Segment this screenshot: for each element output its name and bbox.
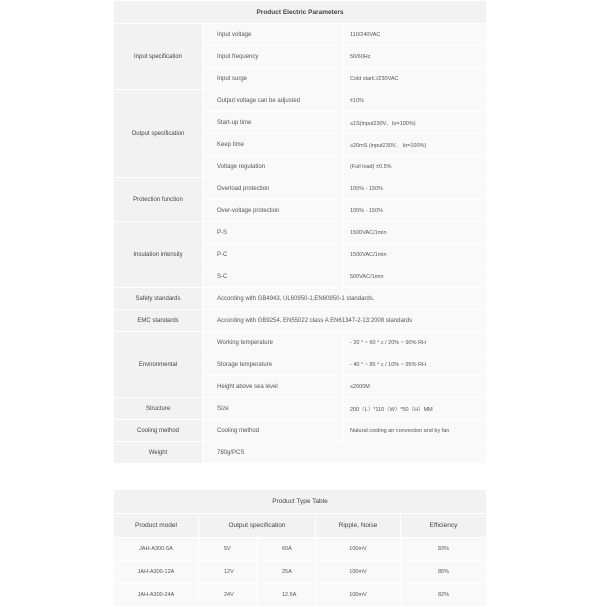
param-name: Over-voltage protection <box>203 200 344 222</box>
param-name: Input voltage <box>203 24 344 46</box>
cell-ripple: 100mV <box>316 584 401 607</box>
table-row <box>114 561 487 584</box>
param-value: ±10% <box>344 90 487 112</box>
header-efficiency: Efficiency <box>401 514 487 538</box>
param-name: S-C <box>203 266 344 288</box>
category-safety: Safety standards <box>114 288 203 310</box>
param-name: Overload protection <box>203 178 344 200</box>
cell-current: 25A <box>257 561 316 584</box>
param-name: Input frequency <box>203 46 344 68</box>
param-name: Storage temperature <box>203 354 344 376</box>
cell-current: 12.5A <box>257 584 316 607</box>
param-value: 110/240VAC <box>344 24 487 46</box>
params-table-title: Product Electric Parameters <box>114 1 487 24</box>
param-value: 500VAC/1min <box>344 266 487 288</box>
cell-voltage: 24V <box>199 584 257 607</box>
category-protection: Protection function <box>114 178 203 222</box>
cell-efficiency: 82% <box>401 584 487 607</box>
param-name: Voltage regulation <box>203 156 344 178</box>
param-value: ≤1S(input230V。Io=100%) <box>344 112 487 134</box>
param-name: Size <box>203 398 344 420</box>
cell-efficiency: 85% <box>401 561 487 584</box>
param-name: P-S <box>203 222 344 244</box>
header-product-model: Product model <box>114 514 199 538</box>
category-output-spec: Output specification <box>114 90 203 178</box>
param-name: Input surge <box>203 68 344 90</box>
safety-value: According with GB4943, UL60950-1,EN60950-1 standards. <box>203 288 487 310</box>
header-output-spec: Output specification <box>199 514 316 538</box>
category-insulation: Insulation intensity <box>114 222 203 288</box>
cell-model: JAH-A300-5A <box>114 538 199 561</box>
category-input-spec: Input specification <box>114 24 203 90</box>
category-weight: Weight <box>114 442 203 464</box>
cell-voltage: 12V <box>199 561 257 584</box>
table-row <box>114 538 487 561</box>
param-name: Height above sea level <box>203 376 344 398</box>
category-emc: EMC standards <box>114 310 203 332</box>
param-name: Working temperature <box>203 332 344 354</box>
cell-efficiency: 83% <box>401 538 487 561</box>
product-type-table <box>113 489 487 607</box>
category-environmental: Environmental <box>114 332 203 398</box>
param-value: 1500VAC/1min <box>344 244 487 266</box>
param-value: ≤2000M <box>344 376 487 398</box>
param-value: Natural cooling air convection and by fan <box>344 420 487 442</box>
param-name: P-C <box>203 244 344 266</box>
cell-model: JAH-A300-12A <box>114 561 199 584</box>
header-ripple-noise: Ripple, Noise <box>316 514 401 538</box>
emc-value: According with GB9254, EN55022 class A EN61347-2-13:2008 standards <box>203 310 487 332</box>
cell-model: JAH-A300-24A <box>114 584 199 607</box>
category-cooling: Cooling method <box>114 420 203 442</box>
cell-ripple: 100mV <box>316 538 401 561</box>
param-value: Cold start□/230VAC <box>344 68 487 90</box>
electric-parameters-table <box>113 0 487 464</box>
param-value: - 40 ° ~ 85 ° c / 10% ~ 95% RH <box>344 354 487 376</box>
cell-current: 60A <box>257 538 316 561</box>
param-value: ≥20mS (input230V。 Io=100%) <box>344 134 487 156</box>
cell-voltage: 5V <box>199 538 257 561</box>
param-value: 50/60Hz <box>344 46 487 68</box>
cell-ripple: 100mV <box>316 561 401 584</box>
param-value: 105% - 150% <box>344 178 487 200</box>
type-table-title: Product Type Table <box>114 490 487 514</box>
param-name: Keep time <box>203 134 344 156</box>
weight-value: 780g/PCS <box>203 442 487 464</box>
param-name: Cooling method <box>203 420 344 442</box>
param-value: - 20 ° ~ 60 ° c / 20% ~ 90% RH <box>344 332 487 354</box>
param-value: 200（L）*110（W）*50（H）MM <box>344 398 487 420</box>
param-value: 1500VAC/1min <box>344 222 487 244</box>
category-structure: Structure <box>114 398 203 420</box>
param-name: Start-up time <box>203 112 344 134</box>
table-row <box>114 584 487 607</box>
param-value: (Full load) ±0.5% <box>344 156 487 178</box>
param-value: 105% - 150% <box>344 200 487 222</box>
param-name: Output voltage can be adjusted <box>203 90 344 112</box>
